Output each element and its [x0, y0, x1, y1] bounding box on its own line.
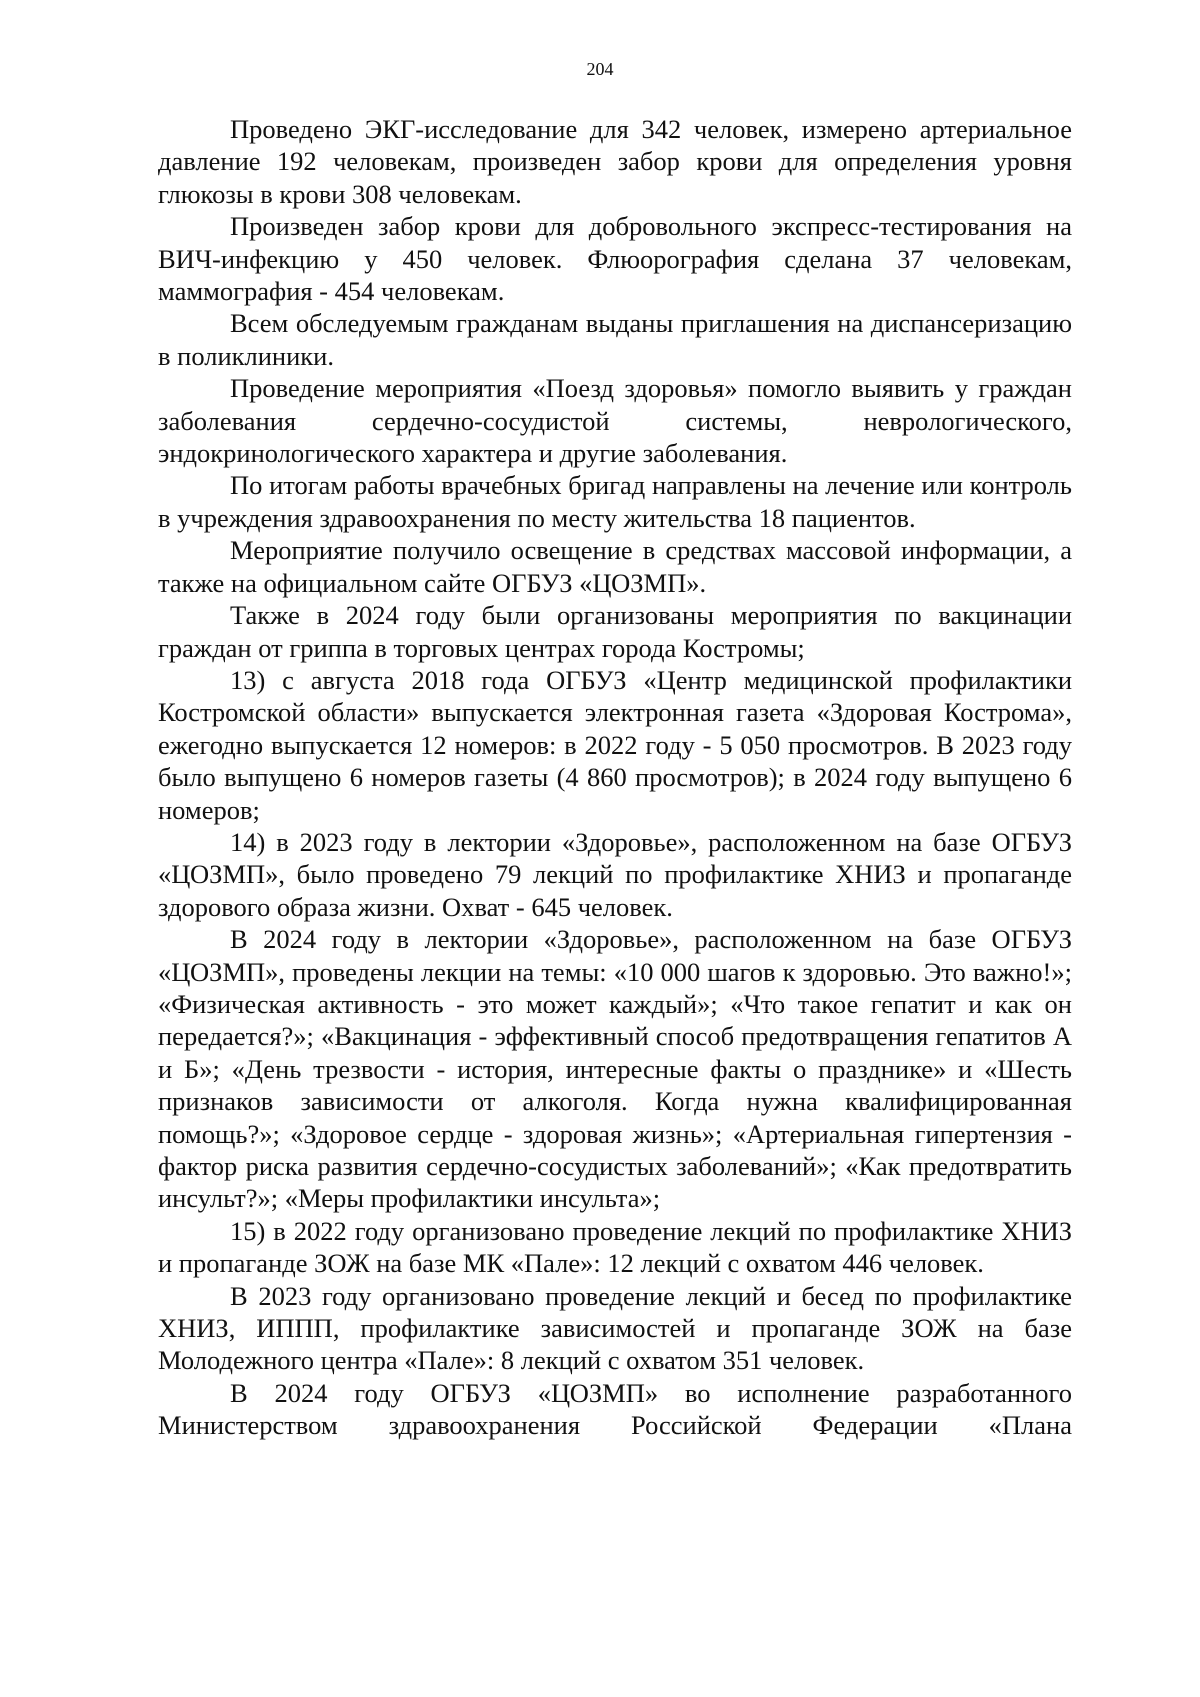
paragraph-media-coverage: Мероприятие получило освещение в средствах массовой информации, а также на официальном сайте ОГБУЗ «ЦОЗМП».	[158, 535, 1072, 598]
paragraph-youth-center-2023: В 2023 году организовано проведение лекций и бесед по профилактике ХНИЗ, ИППП, профилактике зависимостей и пропаганде ЗОЖ на базе Молодежного центра «Пале»: 8 лекций с охватом 351 человек.	[158, 1280, 1072, 1376]
paragraph-item-13-newspaper: 13) с августа 2018 года ОГБУЗ «Центр медицинской профилактики Костромской области» выпускается электронная газета «Здоровая Кострома», ежегодно выпускается 12 номеров: в 2022 году - 5 050 просмотров. В 2023 году было выпущено 6 номеров газеты (4 860 просмотров); в 2024 году выпущено 6 номеров;	[158, 664, 1072, 825]
paragraph-item-14-lectures: 14) в 2023 году в лектории «Здоровье», расположенном на базе ОГБУЗ «ЦОЗМП», было проведено 79 лекций по профилактике ХНИЗ и пропаганде здорового образа жизни. Охват - 645 человек.	[158, 826, 1072, 922]
paragraph-health-train: Проведение мероприятия «Поезд здоровья» помогло выявить у граждан заболевания сердечно-сосудистой системы, неврологического, эндокринологического характера и другие заболевания.	[158, 373, 1072, 469]
paragraph-referrals: По итогам работы врачебных бригад направлены на лечение или контроль в учреждения здравоохранения по месту жительства 18 пациентов.	[158, 470, 1072, 533]
paragraph-item-15-pale: 15) в 2022 году организовано проведение лекций по профилактике ХНИЗ и пропаганде ЗОЖ на базе МК «Пале»: 12 лекций с охватом 446 человек.	[158, 1215, 1072, 1279]
document-body	[158, 113, 1072, 1442]
paragraph-hiv-testing: Произведен забор крови для добровольного экспресс-тестирования на ВИЧ-инфекцию у 450 человек. Флюорография сделана 37 человекам, маммография - 454 человекам.	[158, 211, 1072, 307]
paragraph-lecture-topics-2024: В 2024 году в лектории «Здоровье», расположенном на базе ОГБУЗ «ЦОЗМП», проведены лекции на темы: «10 000 шагов к здоровью. Это важно!»; «Физическая активность - это может каждый»; «Что такое гепатит и как он передается?»; «Вакцинация - эффективный способ предотвращения гепатитов А и Б»; «День трезвости - история, интересные факты о празднике» и «Шесть признаков зависимости от алкоголя. Когда нужна квалифицированная помощь?»; «Здоровое сердце - здоровая жизнь»; «Артериальная гипертензия - фактор риска развития сердечно-сосудистых заболеваний»; «Как предотвратить инсульт?»; «Меры профилактики инсульта»;	[158, 924, 1072, 1214]
paragraph-ecg-results: Проведено ЭКГ-исследование для 342 человек, измерено артериальное давление 192 человекам, произведен забор крови для определения уровня глюкозы в крови 308 человекам.	[158, 114, 1072, 209]
paragraph-flu-vaccination: Также в 2024 году были организованы мероприятия по вакцинации граждан от гриппа в торговых центрах города Костромы;	[158, 600, 1072, 663]
paragraph-plan-2024: В 2024 году ОГБУЗ «ЦОЗМП» во исполнение разработанного Министерством здравоохранения Российской Федерации «Плана	[158, 1377, 1072, 1441]
paragraph-invitations: Всем обследуемым гражданам выданы приглашения на диспансеризацию в поликлиники.	[158, 308, 1072, 371]
page-number: 204	[586, 59, 614, 79]
